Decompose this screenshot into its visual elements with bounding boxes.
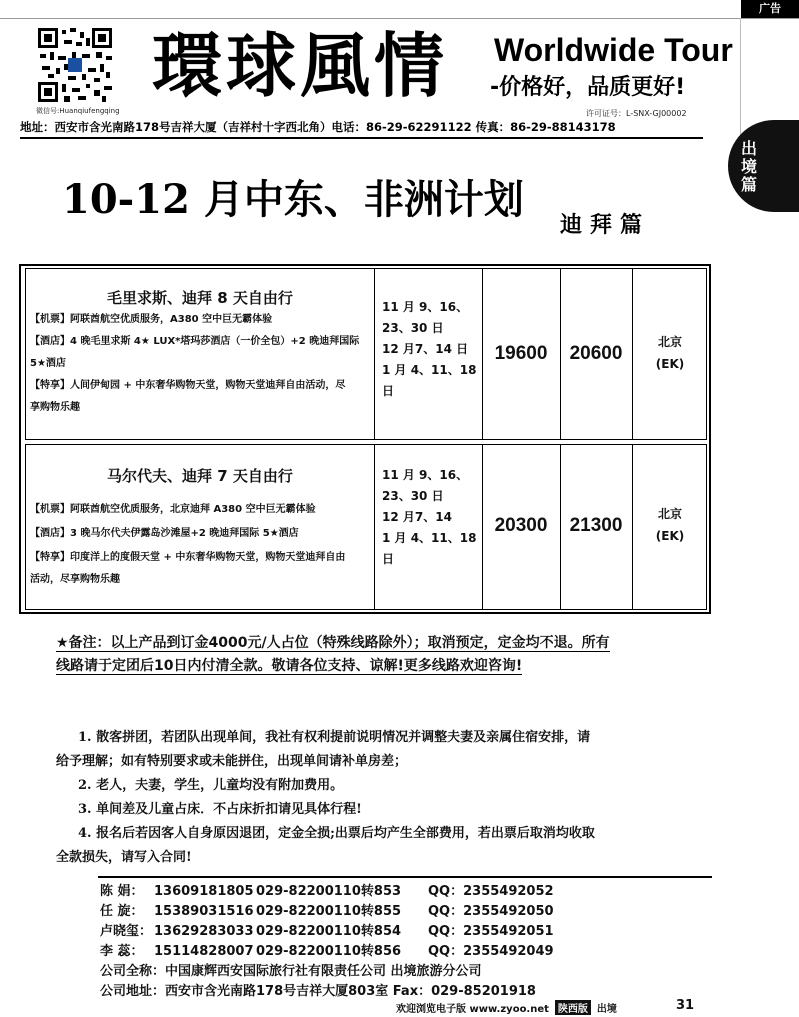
product-name: 马尔代夫、迪拜 7 天自由行	[107, 467, 293, 485]
term-item: 全款损失，请写入合同!	[56, 850, 192, 865]
product-detail: 【机票】阿联酋航空优质服务，北京迪拜 A380 空中巨无霸体验	[30, 504, 316, 515]
page-title: 10-12 月中东、非洲计划	[62, 176, 524, 223]
qr-code-icon	[38, 28, 112, 102]
wechat-id: 微信号:Huanqiufengqing	[36, 107, 120, 115]
contact-row: 李 蕊： 15114828007 029-82200110转856 QQ：2355492049	[100, 944, 554, 959]
departure-dates: 11 月 9、16、 23、30 日 12 月7、14 1 月 4、11、18 日	[382, 468, 477, 566]
terms-list	[56, 726, 666, 870]
footer-section: 出境	[596, 1004, 617, 1015]
product-detail: 享购物乐趣	[30, 402, 80, 413]
page-number: 31	[676, 998, 695, 1013]
company-address: 公司地址：西安市含光南路178号吉祥大厦803室 Fax：029-85201918	[100, 984, 536, 999]
price-primary: 20300	[494, 515, 548, 536]
price-primary: 19600	[494, 343, 548, 364]
contacts-block	[100, 882, 554, 1002]
footer-text: 欢迎浏览电子版 www.zyoo.net	[396, 1004, 549, 1015]
departure-city: 北京	[657, 507, 682, 521]
term-item: 4. 报名后若因客人自身原因退团，定金全损;出票后均产生全部费用，若出票后取消均收取	[78, 826, 595, 841]
edition-badge: 陕西版	[555, 1000, 591, 1015]
contacts-divider	[98, 876, 712, 878]
table-row	[25, 444, 707, 610]
term-item: 2. 老人，夫妻，学生，儿童均没有附加费用。	[78, 778, 344, 793]
product-detail: 【特享】人间伊甸园 + 中东奢华购物天堂，购物天堂迪拜自由活动，尽	[30, 380, 346, 391]
brand-title: 環球風情	[152, 25, 448, 107]
product-detail: 【机票】阿联酋航空优质服务，A380 空中巨无霸体验	[30, 314, 273, 325]
airline-code: (EK)	[655, 529, 685, 543]
header-divider	[20, 137, 703, 139]
brand-english: Worldwide Tour	[494, 32, 733, 68]
ad-tag: 广告	[741, 0, 799, 18]
right-divider	[740, 18, 741, 138]
slogan: -价格好，品质更好!	[490, 75, 686, 100]
term-item: 3. 单间差及儿童占床．不占床折扣请见具体行程!	[78, 802, 362, 817]
table-row	[25, 268, 707, 440]
booking-note: ★备注：以上产品到订金4000元/人占位（特殊线路除外）；取消预定，定金均不退。所有 线路请于定团后10日内付清全款。敬请各位支持、谅解!更多线路欢迎咨询!	[56, 635, 610, 674]
price-secondary: 20600	[569, 343, 623, 364]
product-detail: 【酒店】4 晚毛里求斯 4★ LUX*塔玛莎酒店（一价全包）+2 晚迪拜国际	[30, 336, 360, 347]
contact-row: 卢晓玺： 13629283033 029-82200110转854 QQ：2355492051	[100, 924, 554, 939]
contact-row: 任 旋： 15389031516 029-82200110转855 QQ：2355492050	[100, 904, 554, 919]
product-detail: 5★酒店	[30, 358, 66, 369]
departure-city: 北京	[657, 335, 682, 349]
section-tab-label: 出境篇	[740, 139, 757, 194]
airline-code: (EK)	[655, 357, 685, 371]
term-item: 给予理解；如有特别要求或未能拼住，出现单间请补单房差；	[56, 754, 408, 769]
product-name: 毛里求斯、迪拜 8 天自由行	[107, 289, 293, 307]
product-table	[19, 264, 711, 614]
footer	[396, 1000, 617, 1015]
product-detail: 【特享】印度洋上的度假天堂 + 中东奢华购物天堂，购物天堂迪拜自由	[30, 552, 346, 563]
departure-dates: 11 月 9、16、 23、30 日 12 月7、14 日 1 月 4、11、18 日	[382, 300, 477, 398]
header-address: 地址：西安市含光南路178号吉祥大厦（吉祥村十字西北角）电话：86-29-62291122 传真：86-29-88143178	[20, 120, 616, 134]
contact-row: 陈 娟： 13609181805 029-82200110转853 QQ：2355492052	[100, 884, 554, 899]
term-item: 1. 散客拼团，若团队出现单间，我社有权利提前说明情况并调整夫妻及亲属住宿安排，请	[78, 730, 591, 745]
price-secondary: 21300	[569, 515, 623, 536]
page-subtitle: 迪拜篇	[560, 213, 651, 238]
top-divider	[0, 18, 799, 19]
license-number: 许可证号：L-SNX-GJ00002	[586, 109, 687, 118]
company-name: 公司全称：中国康辉西安国际旅行社有限责任公司 出境旅游分公司	[100, 964, 482, 979]
product-detail: 【酒店】3 晚马尔代夫伊露岛沙滩屋+2 晚迪拜国际 5★酒店	[30, 528, 299, 539]
product-detail: 活动，尽享购物乐趣	[30, 574, 120, 585]
